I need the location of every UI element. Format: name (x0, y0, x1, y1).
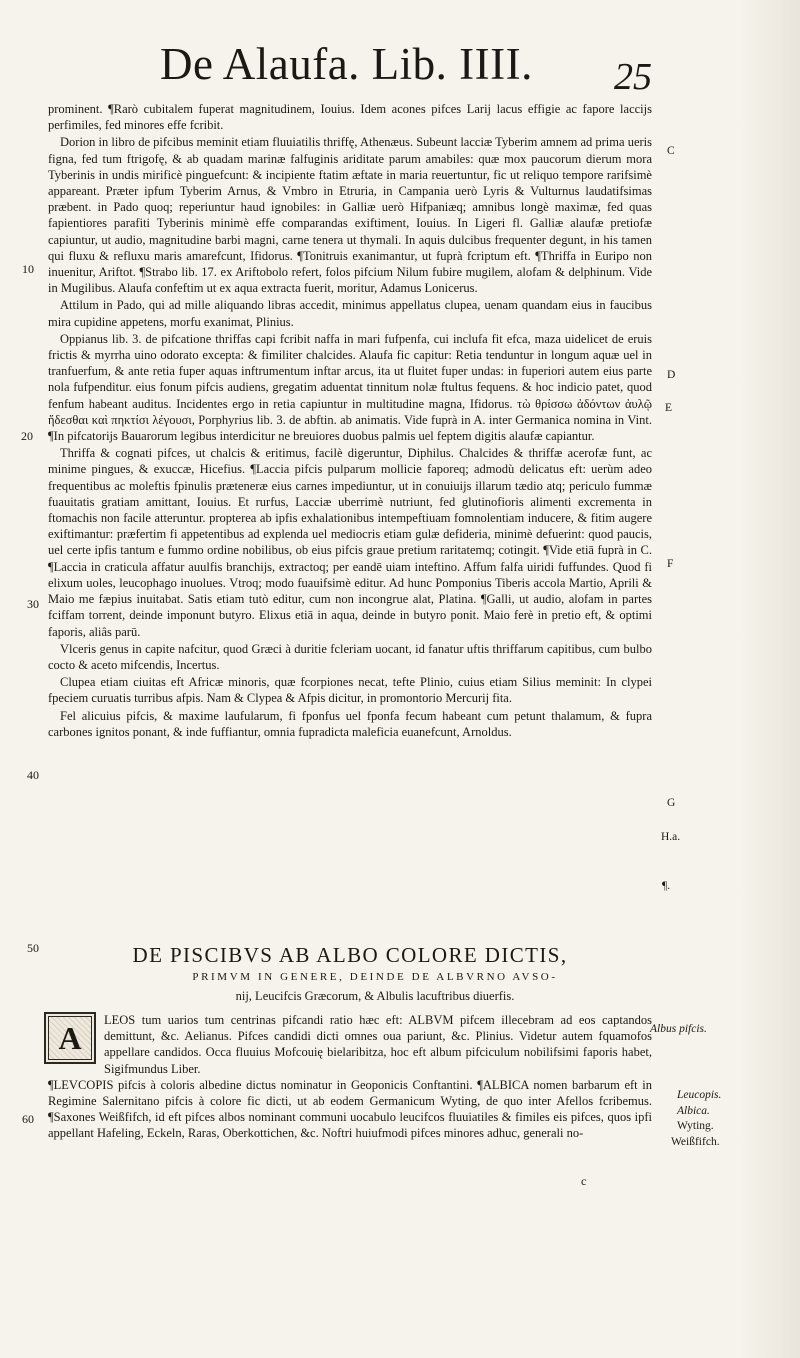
line-number: 30 (27, 597, 39, 611)
line-number: 20 (21, 429, 33, 443)
section-title: DE PISCIBVS AB ALBO COLORE DICTIS, (132, 943, 568, 967)
margin-letter: H.a. (661, 831, 681, 843)
paragraph: prominent. ¶Rarò cubitalem fuperat magnitudinem, Iouius. Idem acones pifces Larij lacus effigie ac fapore laccijs perfimiles, fed minores effe fcribit. (48, 102, 652, 133)
margin-letter: F (667, 558, 674, 570)
section-subtitle-2: nij, Leucifcis Græcorum, & Albulis lacuftribus diuerfis. (235, 989, 515, 1003)
paragraph: Oppianus lib. 3. de pifcatione thriffas capi fcribit naffa in mari fufpenfa, cui inclufa fit efca, maza uidelicet de eruis frictis & myrrha uino odorato excepta: & fimiliter chalcides. Alaufa fic capitur: Retia tenduntur in longum aquæ uel in tranfuerfum, & ante retia fuper aquas inftrumentum inftar arcus, ita ut fluitet fuper undas: in fuperiori autem eius parte nola fufpenditur. eius fonum pifcis audiens, gregatim aduentat tinnitum nolæ ftultus fequens. & hoc indicio patet, quod fenfum habeant auditus. Incidentes ergo in retia capiuntur in multitudine magna, Ifidorus. τὼ θρίσσω ἀδόντων ἀυλῷ ἥδεσθαι καὶ πηκτίσι λέγουσι, Porphyrius lib. 3. de abftin. ab animatis. Vide fuprà in A. inter Germanica nomina in Vint. ¶In pifcatorijs Bauarorum legibus interdicitur ne breuiores duobus palmis uel feptem digitis alaufæ capiantur. (48, 331, 652, 444)
line-number: 60 (22, 1112, 34, 1126)
catchword: c (581, 1174, 587, 1188)
paragraph: Thriffa & cognati pifces, ut chalcis & eritimus, facilè digeruntur, Diphilus. Chalcides & thriffæ acerofæ funt, ac minime pingues, & exuccæ, Hicefius. ¶Laccia pifcis pulparum mollicie faporeq; admodù delicatus eft: uerùm adeo frequentibus ac moleftis fpinulis præteneræ eius carnes impediuntur, ut in conuiuijs illarum tædio atq; periculo fummæ fuauitatis gratiam amittant, Iouius. Et rurfus, Lacciæ uberrimè nutriunt, fed glutinofioris alimenti excrementa in ftomachis non facile atteruntur. propterea ab ipfis exhalationibus intempeftiuam fomnolentiam inducere, & fitim augere exiftimantur: præfertim fi appetentibus ad explenda uel mediocris etiam gulæ defideria, minimè defuerint: quod paucis, uel certe ipfis tantum e fummo ordine nobilibus, ob eius pifcis graue pretium raritatemq; cotingit. ¶Vide etiā fuprà in C. ¶Laccia in craticula affatur auulfis branchijs, extractoq; per eandē uiam inteftino. Affum falfa uiridi fuffundes. Quod fi elixum uoles, leucophago inuolues. Vtroq; modo fuauifsimè editur. Ad hunc Pomponius Tiberis accola Martio, Aprili & Maio me fæpius inuitabat. Satis etiam tutò editur, cum non incongrue alat, Platina. ¶Galli, ut audio, alofam in partes fciffam torrent, deinde imponunt butyro. Elixus etiā in aqua, deinde in butyro ponit. Maio ferè in pretio eft, & optimi faporis, aliâs parū. (48, 446, 652, 639)
decorated-initial (44, 1012, 96, 1064)
margin-note: Wyting. (677, 1120, 714, 1132)
line-number: 50 (27, 941, 39, 955)
main-text-column (48, 101, 652, 741)
paragraph: Vlceris genus in capite nafcitur, quod Græci à duritie fcleriam uocant, id fanatur uftis thriffarum capitibus, cum bulbo cocto & aceto mifcendis, Incertus. (48, 641, 652, 672)
paragraph: Dorion in libro de pifcibus meminit etiam fluuiatilis thriffę, Athenæus. Subeunt lacciæ Tyberim amnem ad prima ueris figna, fed tum ftrigofę, & ab quadam marinæ falfuginis ariditate parum amabiles: quæ mox paucorum dierum mora Tyberinis in undis mirificè pinguefcunt: & incipiente ftatim æftate in maria reuertuntur, fic ut reliquo tempore rarifsimè appareant. Præter ipfum Tyberim Arnus, & Vmbro in Etruria, in Campania uerò Lyris & Vulturnus laudatifsimas præbent. in Pado quoq; reperiuntur haud ignobiles: in Galliæ uerò Hifpaniæq; amnibus longè maximæ, fed quas fapientiores parafiti Tyberinis minimè effe comparandas exiftiment, Iouius. In Ligeri fl. Galliæ alaufæ pretiofæ capiuntur, ut audio, magnitudine barbi magni, carne tenera ut thymali. In aquis dulcibus frequenter degunt, in his tamen qui fluxu & refluxu maris amarefcunt, Ifidorus. ¶Tonitruis exanimantur, ut fuprà fcriptum eft. ¶Thriffa in Euripo non inuenitur, Ariftot. ¶Strabo lib. 17. ex Ariftobolo refert, folos pifcium Nilum fubire mugilem, alofam & delphinum. Vide in Mugilibus. Alaufa confeftim ut ex aqua extracta fuerit, moritur, Adamus Lonicerus. (48, 135, 652, 296)
paragraph: LEOS tum uarios tum centrinas pifcandi ratio hæc eft: ALBVM pifcem illecebram ad eos captandos demittunt, &c. Aelianus. Pifces candidi dicti omnes oua pariunt, &c. Plinius. Videtur autem fquamofos appellare candidos. Occa fluuius Mofcouię bielaribitza, hoc eft album pifciculum nobilifsimi faporis habet, Sigifmundus Liber. (104, 1013, 652, 1076)
line-number: 10 (22, 262, 34, 276)
section-subtitle: PRIMVM IN GENERE, DEINDE DE ALBVRNO AVSO- (192, 971, 558, 983)
margin-note: Leucopis. (677, 1089, 722, 1101)
margin-note: Albica. (677, 1105, 710, 1117)
running-header: De Alaufa. Lib. IIII. (160, 39, 533, 89)
paragraph: ¶LEVCOPIS pifcis à coloris albedine dictus nominatur in Geoponicis Conftantini. ¶ALBICA nomen barbarum eft in Regimine Salernitano pifcis à colore fic dicti, ut ab eodem Germanicum Wyting, de quo inter Afellos fcribemus. ¶Saxones Weißfifch, id eft pifces albos nominant communi uocabulo leucifcos fluuiatiles & fimiles eis pifces, quos ipfi appellant Hafeling, Eckeln, Raras, Oberkottichen, &c. Noftri huiufmodi pifces minores adhuc, generali no- (48, 1077, 652, 1141)
section-text (48, 1012, 652, 1142)
margin-letter: G (667, 797, 676, 809)
paragraph: Clupea etiam ciuitas eft Africæ minoris, quæ fcorpiones necat, tefte Plinio, cuius etiam Silius meminit: In clypei fpeciem curuatis turribus afpis. Nam & Clypea & Afpis dicitur, in promontorio Mercurij fita. (48, 675, 652, 706)
margin-note: Weißfifch. (671, 1136, 720, 1148)
margin-note: Albus pifcis. (650, 1023, 707, 1035)
page-edge-shadow (740, 0, 800, 1358)
initial-letter: A (48, 1016, 92, 1060)
margin-letter: ¶. (662, 880, 671, 892)
margin-letter: E (665, 402, 673, 414)
margin-letter: C (667, 145, 675, 157)
line-number: 40 (27, 768, 39, 782)
paragraph: Attilum in Pado, qui ad mille aliquando libras accedit, minimus appellatus clupea, uenam quandam eius in faucibus mira cupidine appetens, morfu exanimat, Plinius. (48, 298, 652, 329)
paragraph: Fel alicuius pifcis, & maxime laufularum, fi fponfus uel fponfa fecum habeant cum petunt thalamum, & fupra carbones ignitos ponant, & inde fuffiantur, omnia fupradicta maleficia euanefcunt, Arnoldus. (48, 708, 652, 739)
page-number: 25 (614, 56, 652, 98)
margin-letter: D (667, 369, 676, 381)
